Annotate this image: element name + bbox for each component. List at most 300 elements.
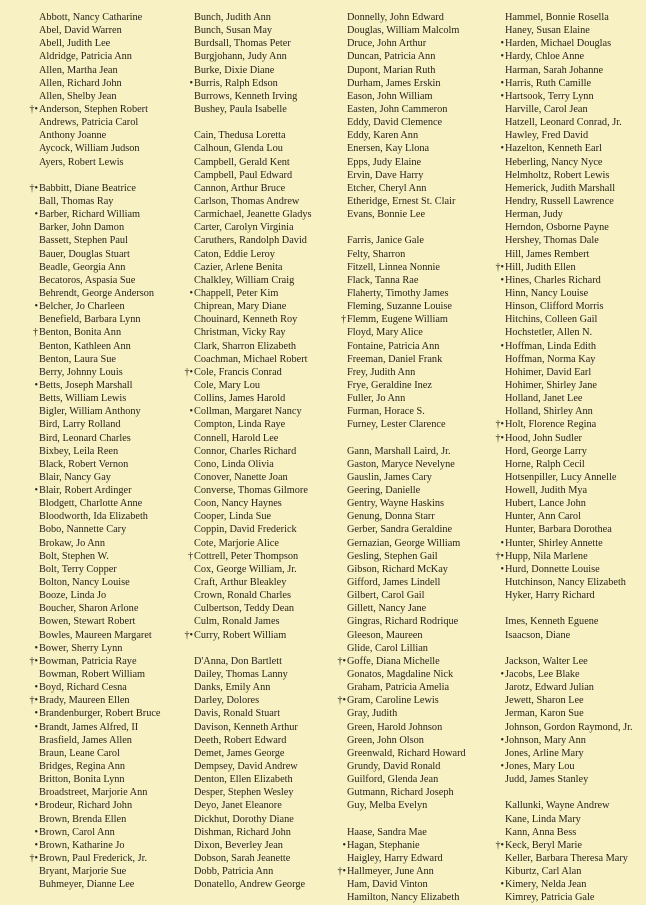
entry-name: Anderson, Stephen Robert — [39, 103, 148, 115]
entry-mark: • — [500, 51, 504, 63]
entry-name: Cannon, Arthur Bruce — [194, 182, 286, 194]
entry-name: Abbott, Nancy Catharine — [39, 12, 143, 23]
entry-mark: • — [500, 143, 504, 155]
entry-mark: • — [500, 879, 504, 891]
name-entry — [39, 629, 161, 642]
name-entry — [39, 497, 161, 510]
entry-name: Chalkley, William Craig — [194, 274, 295, 286]
name-entry — [39, 813, 161, 826]
entry-name: Jacobs, Lee Blake — [505, 669, 580, 681]
name-entry — [347, 182, 466, 195]
name-entry — [39, 510, 161, 523]
name-entry — [347, 50, 466, 63]
entry-name: Gibson, Richard McKay — [347, 563, 448, 575]
entry-name: Burrows, Kenneth Irving — [194, 90, 298, 102]
name-entry — [347, 156, 466, 169]
entry-name: Ham, David Vinton — [347, 879, 428, 891]
name-entry — [39, 142, 161, 155]
name-entry — [39, 274, 161, 287]
name-entry — [39, 37, 161, 50]
name-entry — [184, 366, 312, 379]
entry-name: Frye, Geraldine Inez — [347, 379, 432, 391]
name-entry — [505, 116, 633, 129]
name-entry — [39, 747, 161, 760]
entry-name: Babbitt, Diane Beatrice — [39, 182, 136, 194]
name-entry — [495, 432, 633, 445]
name-entry — [347, 274, 466, 287]
entry-name: Gray, Judith — [347, 708, 398, 720]
entry-name: Hill, Judith Ellen — [505, 261, 576, 273]
entry-name: Deeth, Robert Edward — [194, 734, 287, 746]
entry-name: Barber, Richard William — [39, 209, 141, 221]
entry-name: Hurd, Donnette Louise — [505, 563, 600, 575]
name-entry — [505, 497, 633, 510]
name-entry — [194, 707, 312, 720]
entry-name: Bolton, Nancy Louise — [39, 577, 130, 589]
name-entry — [39, 50, 161, 63]
entry-name: Bigler, William Anthony — [39, 406, 141, 418]
entry-mark: †• — [495, 419, 504, 431]
name-entry — [505, 248, 633, 261]
entry-name: Benefield, Barbara Lynn — [39, 314, 141, 326]
entry-mark: • — [34, 642, 38, 654]
entry-name: Flaherty, Timothy James — [347, 287, 449, 299]
name-entry — [500, 668, 633, 681]
name-entry — [505, 799, 633, 812]
entry-name: Bowles, Maureen Margaret — [39, 629, 152, 641]
entry-name: Dempsey, David Andrew — [194, 761, 298, 773]
name-entry — [39, 77, 161, 90]
name-entry — [39, 90, 161, 103]
entry-name: Holland, Shirley Ann — [505, 406, 593, 418]
name-entry — [505, 484, 633, 497]
name-entry — [347, 195, 466, 208]
entry-name: Kimery, Nelda Jean — [505, 879, 587, 891]
entry-name: Gernazian, George William — [347, 537, 461, 549]
name-entry — [39, 234, 161, 247]
name-entry — [505, 458, 633, 471]
name-entry — [347, 11, 466, 24]
entry-name: Bunch, Judith Ann — [194, 12, 271, 23]
entry-name: Brandenburger, Robert Bruce — [39, 708, 161, 720]
entry-mark: † — [33, 327, 38, 339]
entry-name: Hunter, Barbara Dorothea — [505, 524, 612, 536]
name-entry — [194, 602, 312, 615]
entry-name: Brown, Brenda Ellen — [39, 813, 127, 825]
entry-name: Buhmeyer, Dianne Lee — [39, 879, 135, 891]
entry-name: Cox, George William, Jr. — [194, 563, 297, 575]
entry-mark: † — [341, 314, 346, 326]
entry-name: Hoffman, Linda Edith — [505, 340, 597, 352]
name-entry — [34, 642, 161, 655]
entry-name: Bassett, Stephen Paul — [39, 235, 128, 247]
entry-name: Judd, James Stanley — [505, 774, 589, 786]
entry-name: Douglas, William Malcolm — [347, 25, 460, 37]
entry-mark: †• — [29, 182, 38, 194]
entry-name: Eddy, David Clemence — [347, 117, 443, 129]
section-gap — [347, 813, 466, 826]
entry-name: Bloodworth, Ida Elizabeth — [39, 511, 148, 523]
name-entry — [505, 826, 633, 839]
entry-name: Farris, Janice Gale — [347, 235, 424, 247]
entry-name: Gifford, James Lindell — [347, 577, 441, 589]
name-entry — [505, 773, 633, 786]
name-entry — [500, 563, 633, 576]
entry-name: Andrews, Patricia Carol — [39, 117, 139, 129]
name-column-3 — [337, 11, 466, 905]
entry-mark: • — [500, 734, 504, 746]
entry-name: Allen, Shelby Jean — [39, 90, 117, 102]
name-entry — [39, 261, 161, 274]
name-entry — [189, 287, 312, 300]
entry-name: Cooper, Linda Sue — [194, 511, 272, 523]
name-entry — [29, 103, 161, 116]
entry-name: Jackson, Walter Lee — [505, 655, 588, 667]
entry-name: Jarotz, Edward Julian — [505, 682, 594, 694]
entry-name: Durham, James Erskin — [347, 77, 441, 89]
entry-name: Holland, Janet Lee — [505, 393, 583, 405]
name-entry — [39, 405, 161, 418]
entry-name: Easten, John Cammeron — [347, 103, 448, 115]
name-entry — [34, 839, 161, 852]
entry-name: Darley, Dolores — [194, 695, 260, 707]
entry-name: Harden, Michael Douglas — [505, 38, 612, 50]
name-entry — [505, 681, 633, 694]
entry-name: Herndon, Osborne Payne — [505, 222, 609, 234]
name-entry — [194, 142, 312, 155]
entry-name: Herman, Judy — [505, 209, 563, 221]
name-entry — [347, 169, 466, 182]
entry-name: Cazier, Arlene Benita — [194, 261, 283, 273]
entry-name: Converse, Thomas Gilmore — [194, 485, 308, 497]
name-entry — [39, 64, 161, 77]
name-entry — [39, 865, 161, 878]
entry-name: Horne, Ralph Cecil — [505, 458, 585, 470]
name-entry — [194, 64, 312, 77]
entry-name: Hunter, Ann Carol — [505, 511, 581, 523]
entry-name: Caton, Eddie Leroy — [194, 248, 275, 260]
entry-name: Hitchins, Colleen Gail — [505, 314, 598, 326]
name-entry — [347, 90, 466, 103]
name-entry — [194, 432, 312, 445]
name-entry — [194, 418, 312, 431]
entry-name: Bauer, Douglas Stuart — [39, 248, 130, 260]
name-entry — [505, 510, 633, 523]
name-entry — [505, 208, 633, 221]
entry-mark: • — [34, 485, 38, 497]
name-column-4 — [495, 11, 633, 905]
entry-name: Guilford, Glenda Jean — [347, 774, 439, 786]
name-entry — [39, 287, 161, 300]
entry-name: Denton, Ellen Elizabeth — [194, 774, 293, 786]
name-entry — [194, 313, 312, 326]
entry-mark: • — [500, 669, 504, 681]
name-entry — [505, 721, 633, 734]
name-entry — [39, 248, 161, 261]
entry-name: Hohimer, David Earl — [505, 366, 592, 378]
name-entry — [347, 681, 466, 694]
entry-name: Kann, Anna Bess — [505, 826, 577, 838]
entry-name: Goffe, Diana Michelle — [347, 655, 440, 667]
name-entry — [29, 655, 161, 668]
entry-name: Heberling, Nancy Nyce — [505, 156, 603, 168]
entry-mark: • — [34, 301, 38, 313]
name-entry — [34, 681, 161, 694]
entry-name: Keck, Beryl Marie — [505, 839, 582, 851]
name-entry — [495, 550, 633, 563]
name-entry — [194, 261, 312, 274]
name-entry — [347, 760, 466, 773]
entry-name: Haney, Susan Elaine — [505, 25, 590, 37]
entry-name: Chiprean, Mary Diane — [194, 301, 287, 313]
entry-name: Hinn, Nancy Louise — [505, 287, 589, 299]
name-entry — [500, 734, 633, 747]
name-entry — [34, 300, 161, 313]
entry-name: Burris, Ralph Edson — [194, 77, 278, 89]
entry-name: Chouinard, Kenneth Roy — [194, 314, 298, 326]
entry-name: Ball, Thomas Ray — [39, 195, 114, 207]
entry-name: Fitzell, Linnea Nonnie — [347, 261, 440, 273]
entry-name: Becatoros, Aspasia Sue — [39, 274, 136, 286]
name-entry — [34, 484, 161, 497]
entry-name: Coachman, Michael Robert — [194, 353, 308, 365]
name-entry — [341, 313, 466, 326]
entry-name: Holt, Florence Regina — [505, 419, 597, 431]
entry-name: Brown, Paul Frederick, Jr. — [39, 853, 148, 864]
name-entry — [505, 471, 633, 484]
entry-name: Cole, Francis Conrad — [194, 366, 282, 378]
entry-name: Dobb, Patricia Ann — [194, 866, 274, 878]
entry-name: Eason, John William — [347, 90, 433, 102]
entry-name: Deyo, Janet Eleanore — [194, 800, 282, 812]
name-entry — [347, 826, 466, 839]
name-entry — [194, 681, 312, 694]
name-entry — [500, 878, 633, 891]
name-entry — [194, 721, 312, 734]
name-entry — [34, 721, 161, 734]
entry-name: Davis, Ronald Stuart — [194, 708, 281, 720]
entry-name: Campbell, Gerald Kent — [194, 156, 290, 168]
entry-name: Cono, Linda Olivia — [194, 458, 274, 470]
entry-name: Kane, Linda Mary — [505, 813, 581, 825]
entry-mark: • — [342, 839, 346, 851]
entry-name: Hagan, Stephanie — [347, 839, 420, 851]
name-entry — [505, 589, 633, 602]
entry-name: Hunter, Shirley Annette — [505, 537, 603, 549]
entry-name: Fleming, Suzanne Louise — [347, 301, 452, 313]
entry-name: Hardy, Chloe Anne — [505, 51, 585, 63]
entry-name: Aycock, William Judson — [39, 143, 140, 155]
entry-name: Hotsenpiller, Lucy Annelle — [505, 471, 617, 483]
name-entry — [505, 747, 633, 760]
entry-name: Gesling, Stephen Gail — [347, 550, 438, 562]
entry-mark: †• — [337, 866, 346, 878]
entry-name: Betts, Joseph Marshall — [39, 379, 133, 391]
entry-mark: †• — [184, 366, 193, 378]
name-entry — [194, 182, 312, 195]
entry-name: Keller, Barbara Theresa Mary — [505, 853, 628, 864]
name-entry — [505, 366, 633, 379]
entry-name: Benton, Laura Sue — [39, 353, 116, 365]
name-entry — [505, 523, 633, 536]
name-entry — [347, 747, 466, 760]
name-entry — [39, 589, 161, 602]
name-entry — [39, 418, 161, 431]
name-entry — [194, 379, 312, 392]
entry-name: Hood, John Sudler — [505, 432, 582, 444]
entry-name: Calhoun, Glenda Lou — [194, 143, 283, 155]
entry-name: Enersen, Kay Llona — [347, 143, 430, 155]
name-entry — [39, 353, 161, 366]
name-entry — [347, 642, 466, 655]
name-entry — [194, 208, 312, 221]
entry-name: Cain, Thedusa Loretta — [194, 130, 286, 142]
entry-name: Harris, Ruth Camille — [505, 77, 592, 89]
entry-name: Belcher, Jo Charleen — [39, 301, 125, 313]
name-entry — [505, 326, 633, 339]
entry-name: Bunch, Susan May — [194, 25, 273, 37]
name-entry — [189, 77, 312, 90]
entry-name: Gutmann, Richard Joseph — [347, 787, 454, 799]
entry-name: Crown, Ronald Charles — [194, 590, 291, 602]
name-entry — [194, 24, 312, 37]
entry-name: Imes, Kenneth Eguene — [505, 616, 599, 628]
entry-name: Connor, Charles Richard — [194, 445, 297, 457]
name-entry — [347, 589, 466, 602]
name-entry — [347, 353, 466, 366]
name-entry — [500, 77, 633, 90]
name-entry — [194, 668, 312, 681]
entry-name: Caruthers, Randolph David — [194, 235, 307, 247]
name-entry — [194, 747, 312, 760]
name-entry — [39, 156, 161, 169]
name-entry — [34, 379, 161, 392]
name-entry — [194, 865, 312, 878]
name-entry — [505, 287, 633, 300]
name-entry — [194, 274, 312, 287]
entry-name: Compton, Linda Raye — [194, 419, 286, 431]
name-entry — [39, 760, 161, 773]
entry-name: Haigley, Harry Edward — [347, 853, 443, 864]
name-entry — [39, 615, 161, 628]
entry-name: Geering, Danielle — [347, 485, 421, 497]
entry-name: Brown, Katharine Jo — [39, 839, 125, 851]
entry-name: Clark, Sharron Elizabeth — [194, 340, 297, 352]
entry-name: Curry, Robert William — [194, 629, 287, 641]
entry-name: Bushey, Paula Isabelle — [194, 103, 287, 115]
name-entry — [347, 786, 466, 799]
name-entry — [495, 261, 633, 274]
name-entry — [347, 418, 466, 431]
entry-name: Ervin, Dave Harry — [347, 169, 424, 181]
entry-name: Kiburtz, Carl Alan — [505, 866, 582, 878]
entry-name: Connell, Harold Lee — [194, 432, 279, 444]
section-gap — [194, 642, 312, 655]
entry-name: Epps, Judy Elaine — [347, 156, 422, 168]
section-gap — [347, 432, 466, 445]
name-entry — [505, 405, 633, 418]
entry-name: Gillett, Nancy Jane — [347, 603, 427, 615]
name-entry — [194, 50, 312, 63]
entry-name: Glide, Carol Lillian — [347, 642, 428, 654]
entry-name: Abel, David Warren — [39, 25, 122, 37]
entry-name: Hupp, Nila Marlene — [505, 550, 588, 562]
name-entry — [337, 865, 466, 878]
entry-name: Johnson, Gordon Raymond, Jr. — [505, 721, 633, 733]
name-entry — [347, 129, 466, 142]
entry-mark: † — [188, 550, 193, 562]
entry-name: Felty, Sharron — [347, 248, 406, 260]
name-entry — [505, 576, 633, 589]
entry-name: Dickhut, Dorothy Diane — [194, 813, 294, 825]
entry-name: Green, Harold Johnson — [347, 721, 443, 733]
name-entry — [505, 891, 633, 904]
entry-name: Hyker, Harry Richard — [505, 590, 595, 602]
name-entry — [194, 655, 312, 668]
name-entry — [34, 707, 161, 720]
name-entry — [189, 405, 312, 418]
name-entry — [194, 537, 312, 550]
name-entry — [347, 615, 466, 628]
name-entry — [194, 103, 312, 116]
name-entry — [347, 103, 466, 116]
entry-name: Christman, Vicky Ray — [194, 327, 286, 339]
name-entry — [194, 129, 312, 142]
name-entry — [194, 11, 312, 24]
name-entry — [342, 839, 466, 852]
entry-name: Jerman, Karon Sue — [505, 708, 584, 720]
entry-name: Hartsook, Terry Lynn — [505, 90, 594, 102]
name-entry — [347, 510, 466, 523]
name-entry — [505, 11, 633, 24]
name-entry — [347, 142, 466, 155]
entry-name: Allen, Martha Jean — [39, 64, 118, 76]
entry-name: Danks, Emily Ann — [194, 682, 271, 694]
entry-name: Collins, James Harold — [194, 393, 286, 405]
entry-name: Bower, Sherry Lynn — [39, 642, 123, 654]
name-entry — [194, 799, 312, 812]
entry-mark: • — [500, 38, 504, 50]
entry-mark: • — [34, 708, 38, 720]
name-entry — [347, 116, 466, 129]
name-entry — [194, 392, 312, 405]
entry-name: Dupont, Marian Ruth — [347, 64, 436, 76]
name-entry — [194, 734, 312, 747]
name-entry — [33, 326, 161, 339]
name-entry — [39, 116, 161, 129]
entry-name: Flemm, Eugene William — [347, 314, 448, 326]
name-entry — [39, 313, 161, 326]
entry-name: Dixon, Beverley Jean — [194, 839, 283, 851]
entry-name: Furman, Horace S. — [347, 406, 425, 418]
name-entry — [29, 694, 161, 707]
entry-name: Dobson, Sarah Jeanette — [194, 853, 291, 864]
entry-mark: • — [189, 406, 193, 418]
entry-name: Brasfield, James Allen — [39, 734, 132, 746]
section-gap — [347, 221, 466, 234]
entry-mark: †• — [337, 695, 346, 707]
entry-name: Cole, Mary Lou — [194, 379, 261, 391]
name-entry — [347, 261, 466, 274]
entry-mark: †• — [29, 695, 38, 707]
name-entry — [39, 734, 161, 747]
name-entry — [347, 550, 466, 563]
entry-name: Howell, Judith Mya — [505, 485, 588, 497]
entry-name: Gaston, Maryce Nevelyne — [347, 458, 455, 470]
name-entry — [495, 418, 633, 431]
entry-name: Hord, George Larry — [505, 445, 587, 457]
entry-mark: • — [500, 340, 504, 352]
